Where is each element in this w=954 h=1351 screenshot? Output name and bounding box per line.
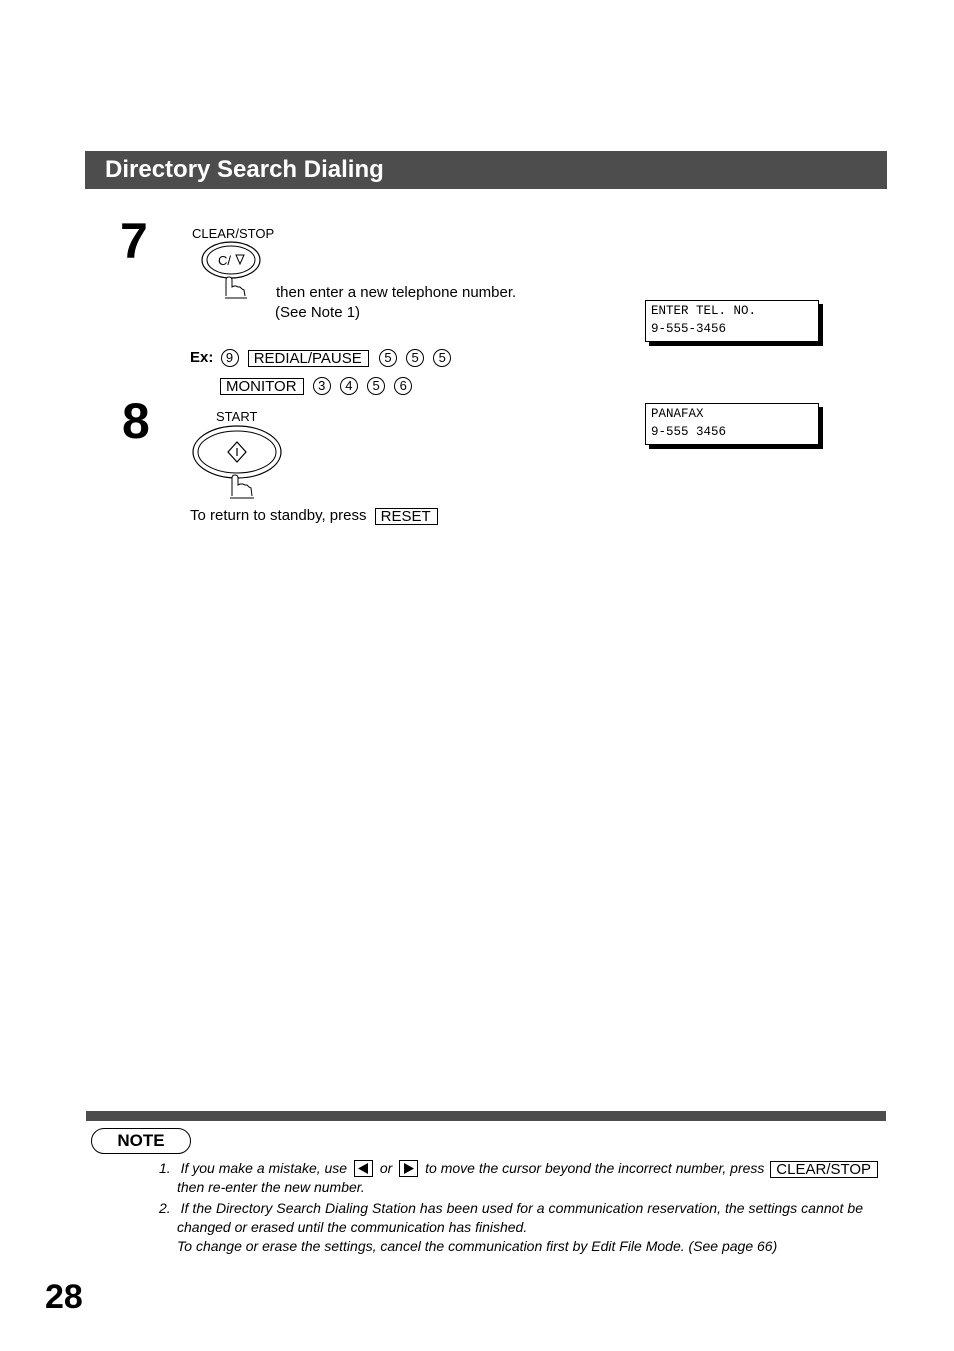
lcd-display-step-8 xyxy=(645,403,819,445)
note-2-line-1 xyxy=(159,1199,863,1218)
key-3: 3 xyxy=(313,377,331,395)
lcd-display-step-7 xyxy=(645,300,819,342)
note-1-line-2: then re-enter the new number. xyxy=(177,1179,365,1195)
note-1-line-1 xyxy=(159,1159,878,1178)
example-row-1 xyxy=(190,348,456,368)
lcd-line-1: PANAFAX xyxy=(651,407,704,421)
page-number: 28 xyxy=(45,1278,83,1316)
key-5: 5 xyxy=(406,349,424,367)
note-1-text-b: to move the cursor beyond the incorrect number, press xyxy=(425,1160,765,1176)
right-arrow-icon xyxy=(400,1161,417,1176)
left-arrow-key xyxy=(354,1160,373,1177)
key-5: 5 xyxy=(379,349,397,367)
note-2-text-a: If the Directory Search Dialing Station has been used for a communication reservation, the settings cannot be xyxy=(180,1200,864,1216)
reset-key: RESET xyxy=(375,508,438,525)
redial-pause-key: REDIAL/PAUSE xyxy=(248,350,369,367)
note-1-or: or xyxy=(379,1160,393,1176)
key-4: 4 xyxy=(340,377,358,395)
step-7-number: 7 xyxy=(120,213,148,269)
standby-text: To return to standby, press xyxy=(190,507,367,524)
note-2-number: 2. xyxy=(159,1200,171,1216)
start-key-icon xyxy=(190,424,286,500)
note-1-number: 1. xyxy=(159,1160,171,1176)
clear-stop-glyph: C/ xyxy=(218,253,231,268)
lcd-line-1: ENTER TEL. NO. xyxy=(651,304,757,318)
note-2-line-3: To change or erase the settings, cancel the communication first by Edit File Mode. (See page 66) xyxy=(177,1238,778,1254)
note-2-line-2: changed or erased until the communication has finished. xyxy=(177,1219,528,1235)
section-header xyxy=(85,151,887,189)
section-title: Directory Search Dialing xyxy=(105,156,384,183)
key-5: 5 xyxy=(433,349,451,367)
key-9: 9 xyxy=(221,349,239,367)
clear-stop-key-label: CLEAR/STOP xyxy=(192,226,275,241)
start-key-label: START xyxy=(216,409,258,424)
standby-instruction xyxy=(190,506,438,526)
key-5: 5 xyxy=(367,377,385,395)
key-6: 6 xyxy=(394,377,412,395)
note-1-text-a: If you make a mistake, use xyxy=(180,1160,348,1176)
lcd-line-2: 9-555-3456 xyxy=(651,322,727,336)
lcd-line-2: 9-555 3456 xyxy=(651,425,727,439)
clear-stop-key-icon xyxy=(196,240,266,302)
monitor-key: MONITOR xyxy=(220,378,304,395)
clear-stop-key xyxy=(196,240,266,307)
step-7-see-note: (See Note 1) xyxy=(275,304,361,321)
clear-stop-key-ref: CLEAR/STOP xyxy=(770,1161,878,1178)
note-divider xyxy=(86,1111,886,1121)
step-8-number: 8 xyxy=(122,393,150,449)
example-row-2 xyxy=(220,376,417,396)
example-label: Ex: xyxy=(190,349,214,366)
note-badge: NOTE xyxy=(91,1128,191,1154)
left-arrow-icon xyxy=(355,1161,372,1176)
right-arrow-key xyxy=(399,1160,418,1177)
step-7-instruction: then enter a new telephone number. xyxy=(276,284,517,301)
start-key xyxy=(190,424,286,505)
